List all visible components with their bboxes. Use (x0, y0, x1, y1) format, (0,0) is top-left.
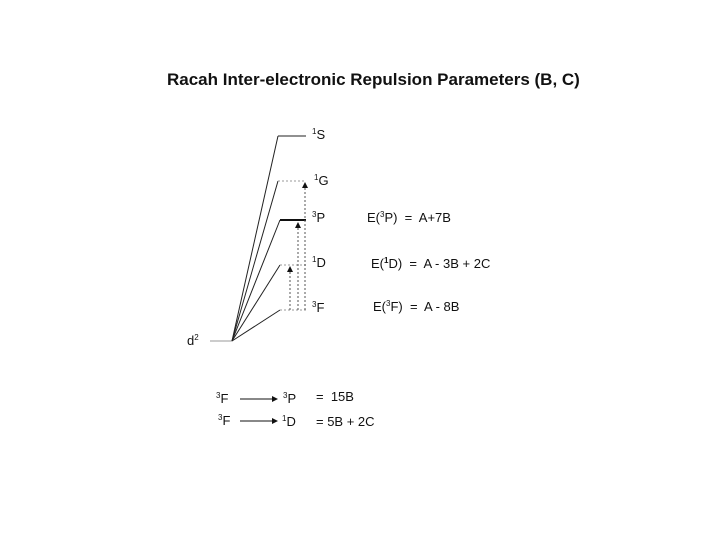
term-label-3p: $^3$P (312, 210, 326, 225)
correlation-line-1g (232, 181, 278, 341)
transition-row-from-label-1: $^3$F (216, 391, 229, 406)
energy-equation-3p: E($^3$P) = A+7B (367, 210, 451, 225)
term-label-1s: $^1$S (312, 127, 326, 142)
transition-row-value-2: = 5B + 2C (316, 414, 375, 429)
diagram-title: Racah Inter-electronic Repulsion Parameters (B, C) (167, 70, 580, 89)
correlation-line-1d (232, 265, 280, 341)
term-label-1g: $^1$G (314, 173, 329, 188)
transition-row-from-label-2: $^3$F (218, 413, 231, 428)
transition-row-value-1: = 15B (316, 389, 354, 404)
term-label-3f: $^3$F (312, 300, 325, 315)
term-label-1d: $^1$D (312, 255, 326, 270)
transition-row-to-label-1: $^3$P (283, 391, 297, 406)
energy-equation-1d: E($^1$D) = A - 3B + 2C (371, 256, 491, 271)
energy-equation-3f: E($^3$F) = A - 8B (373, 299, 460, 314)
ground-term-label: $d^2$ (187, 333, 199, 348)
correlation-line-1s (232, 136, 278, 341)
correlation-line-3p (232, 220, 280, 341)
transition-row-to-label-2: $^1$D (282, 414, 296, 429)
